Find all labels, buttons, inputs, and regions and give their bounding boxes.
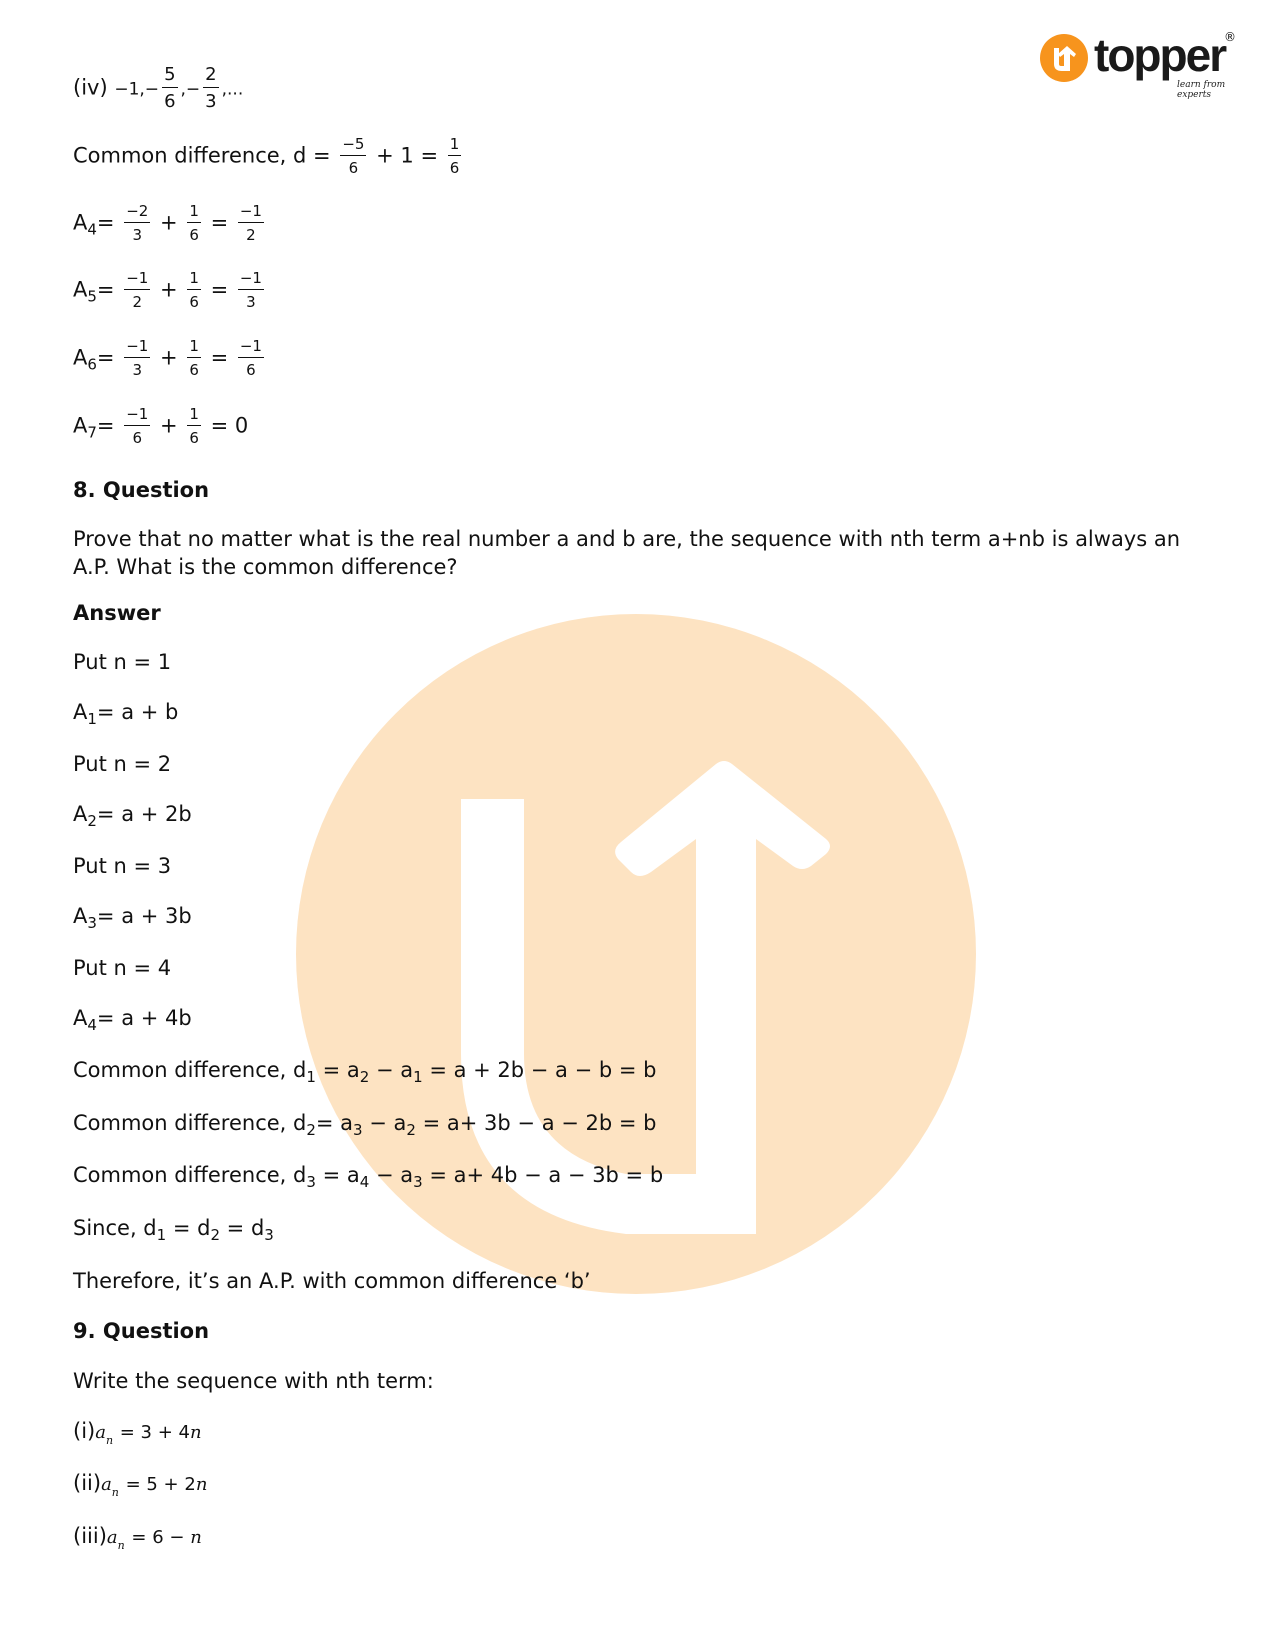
since-line: Since, $d_1 = d_2 = d_3$: [73, 1216, 274, 1244]
common-difference-line: Common difference, d = $\frac{-5}{6}$ + 1 = $\frac{1}{6}$: [73, 135, 460, 177]
logo-arrow-icon: [1040, 34, 1088, 82]
step-term-1: $A_1= a + b$: [73, 700, 179, 728]
term-a6: $A_6=$ $\frac{-1}{3}$ + $\frac{1}{6}$ = $\frac{-1}{6}$: [73, 337, 262, 379]
part-iv-line: (iv) −1,− $\frac{5}{6}$ ,− $\frac{2}{3}$ ,...: [73, 64, 244, 112]
step-put-1: Put n = 1: [73, 650, 172, 674]
fraction: $\frac{-1}{3}$: [239, 269, 262, 311]
common-difference-d3: Common difference, $d_3 = a_4 - a_3 = a+ 4b - a - 3b = b$: [73, 1163, 664, 1191]
term-a5: $A_5=$ $\frac{-1}{2}$ + $\frac{1}{6}$ = $\frac{-1}{3}$: [73, 269, 262, 311]
question-8-text: Prove that no matter what is the real number a and b are, the sequence with nth term a+nb is always an A.P. What is the common difference?: [73, 527, 1181, 579]
common-difference-d2: Common difference, $d_2= a_3 - a_2 = a+ 3b - a - 2b = b$: [73, 1111, 657, 1139]
fraction: $\frac{2}{3}$: [205, 64, 217, 112]
q9-part-iii: $(iii)a_n = 6 - n$: [73, 1524, 202, 1552]
fraction: $\frac{-1}{3}$: [126, 337, 149, 379]
answer-label: Answer: [73, 601, 161, 625]
common-difference-d1: Common difference, $d_1 = a_2 - a_1 = a + 2b - a - b = b$: [73, 1058, 657, 1086]
watermark-logo: [296, 614, 976, 1294]
fraction: $\frac{1}{6}$: [189, 202, 199, 244]
logo-tagline: learn from experts: [1177, 80, 1226, 100]
fraction: $\frac{-1}{2}$: [126, 269, 149, 311]
fraction: $\frac{-1}{2}$: [239, 202, 262, 244]
fraction: $\frac{1}{6}$: [189, 269, 199, 311]
fraction: $\frac{-1}{6}$: [239, 337, 262, 379]
fraction: $\frac{5}{6}$: [164, 64, 176, 112]
fraction: $\frac{1}{6}$: [189, 405, 199, 447]
fraction: $\frac{-2}{3}$: [126, 202, 149, 244]
part-label: (iv): [73, 75, 108, 100]
registered-mark: ®: [1224, 30, 1236, 44]
step-term-2: $A_2= a + 2b$: [73, 802, 192, 830]
term-a4: $A_4=$ $\frac{-2}{3}$ + $\frac{1}{6}$ = $\frac{-1}{2}$: [73, 202, 262, 244]
question-8-heading: 8. Question: [73, 478, 210, 502]
step-put-3: Put n = 3: [73, 854, 172, 878]
fraction: $\frac{1}{6}$: [449, 135, 460, 177]
topper-logo: [1040, 30, 1240, 100]
step-put-4: Put n = 4: [73, 956, 172, 980]
q9-part-i: $(i)a_n = 3 + 4n$: [73, 1419, 202, 1447]
fraction: $\frac{-5}{6}$: [342, 135, 365, 177]
therefore-line: Therefore, it’s an A.P. with common difference ‘b’: [73, 1269, 591, 1293]
q9-part-ii: $(ii)a_n = 5 + 2n$: [73, 1471, 208, 1499]
question-9-heading: 9. Question: [73, 1319, 210, 1343]
step-term-3: $A_3= a + 3b$: [73, 904, 192, 932]
fraction: $\frac{-1}{6}$: [126, 405, 149, 447]
term-a7: $A_7=$ $\frac{-1}{6}$ + $\frac{1}{6}$ = 0: [73, 405, 249, 447]
question-9-text: Write the sequence with nth term:: [73, 1369, 434, 1393]
step-put-2: Put n = 2: [73, 752, 172, 776]
logo-wordmark: topper: [1094, 29, 1226, 81]
step-term-4: $A_4= a + 4b$: [73, 1006, 192, 1034]
fraction: $\frac{1}{6}$: [189, 337, 199, 379]
